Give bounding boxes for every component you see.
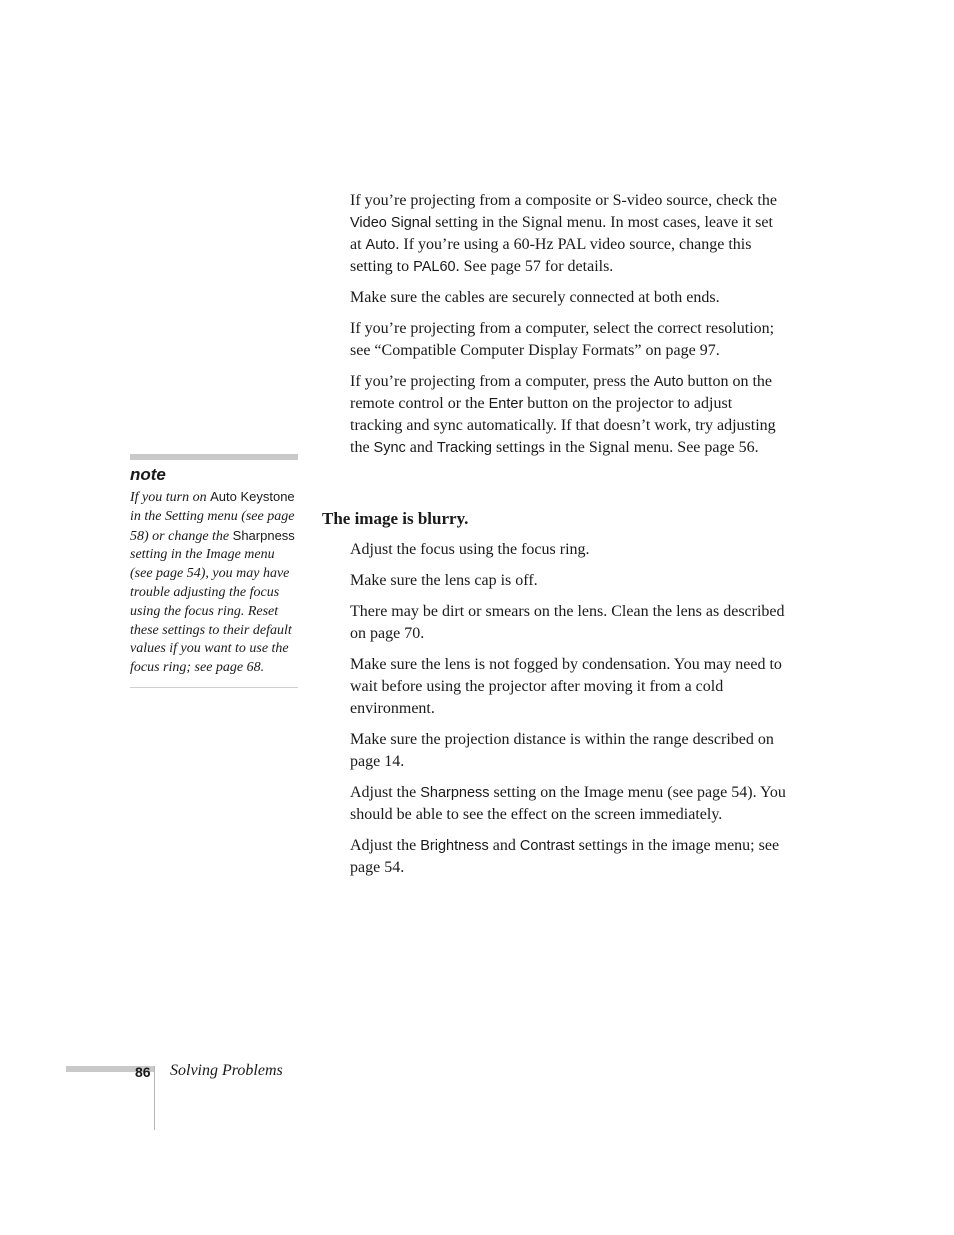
auto-keystone-setting: Auto Keystone — [210, 489, 295, 504]
condensation-paragraph: Make sure the lens is not fogged by condensation. You may need to wait before using the projector after moving it from a cold environment. — [350, 656, 782, 717]
chapter-title: Solving Problems — [170, 1062, 283, 1079]
contrast-setting: Contrast — [519, 838, 575, 854]
note-bottom-rule — [130, 687, 298, 688]
brightness-contrast-paragraph: Adjust the Brightness and Contrast settings in the image menu; see page 54. — [350, 837, 780, 876]
note-sidebar — [130, 454, 298, 688]
section-heading: The image is blurry. — [322, 509, 469, 528]
page-number: 86 — [135, 1064, 151, 1080]
note-heading: note — [130, 465, 166, 484]
brightness-setting: Brightness — [420, 838, 489, 854]
tracking-setting: Tracking — [436, 440, 492, 456]
composite-source-paragraph: If you’re projecting from a composite or S-video source, check the Video Signal setting in the Signal menu. In most cases, leave it set at Auto. If you’re using a 60-Hz PAL video source, change this setting to PAL60. See page 57 for details. — [350, 192, 777, 275]
auto-setting: Auto — [365, 237, 396, 253]
auto-sync-paragraph: If you’re projecting from a computer, press the Auto button on the remote control or the Enter button on the projector to adjust tracking and sync automatically. If that doesn’t work, try adjusting the Sync and Tracking settings in the Signal menu. See page 56. — [350, 373, 776, 456]
focus-ring-paragraph: Adjust the focus using the focus ring. — [350, 541, 590, 558]
footer-divider — [154, 1066, 155, 1130]
auto-button-name: Auto — [653, 374, 684, 390]
lens-cap-paragraph: Make sure the lens cap is off. — [350, 572, 538, 589]
cables-paragraph: Make sure the cables are securely connected at both ends. — [350, 289, 720, 306]
blurry-image-section — [322, 507, 786, 888]
sharpness-paragraph: Adjust the Sharpness setting on the Image menu (see page 54). You should be able to see the effect on the screen immediately. — [350, 784, 786, 823]
note-sharpness-setting: Sharpness — [232, 527, 295, 543]
note-body: If you turn on Auto Keystone in the Setting menu (see page 58) or change the Sharpness setting in the Image menu (see page 54), you may have trouble adjusting the focus using the focus ring. Reset these settings to their default values if you want to use the focus ring; see page 68. — [130, 489, 295, 676]
dirty-lens-paragraph: There may be dirt or smears on the lens. Clean the lens as described on page 70. — [350, 603, 785, 642]
enter-button-name: Enter — [488, 396, 524, 412]
sync-setting: Sync — [373, 440, 406, 456]
video-signal-setting: Video Signal — [350, 215, 432, 231]
resolution-paragraph: If you’re projecting from a computer, select the correct resolution; see “Compatible Computer Display Formats” on page 97. — [350, 320, 775, 359]
sharpness-setting: Sharpness — [420, 785, 490, 801]
note-top-bar — [130, 454, 298, 460]
pal60-setting: PAL60 — [413, 259, 456, 275]
projection-distance-paragraph: Make sure the projection distance is within the range described on page 14. — [350, 731, 774, 770]
main-content — [350, 190, 786, 468]
